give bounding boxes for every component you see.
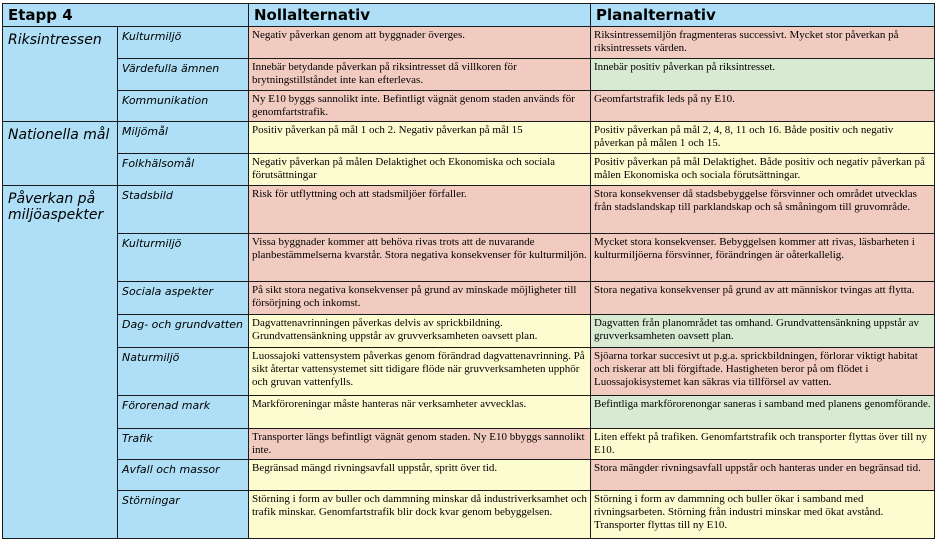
table-row: [3, 491, 935, 539]
table-row: [3, 396, 935, 428]
planalternativ-header: Planalternativ: [591, 4, 935, 27]
noll-cell: Negativ påverkan på målen Delaktighet och Ekonomiska och sociala förutsättningar: [249, 153, 591, 185]
table-row: [3, 186, 935, 234]
category-nationella-mal: Nationella mål: [3, 122, 118, 186]
nollalternativ-header: Nollalternativ: [249, 4, 591, 27]
table-row: [3, 58, 935, 90]
plan-cell: Stora mängder rivningsavfall uppstår och hanteras under en begränsad tid.: [591, 460, 935, 491]
plan-cell: Störning i form av dammning och buller ökar i samband med rivningsarbeten. Störning från industri minskar med ökat avstånd. Transporter flyttas till ny E10.: [591, 491, 935, 539]
noll-cell: Ny E10 byggs sannolikt inte. Befintligt vägnät genom staden används för genomfartstrafik.: [249, 90, 591, 121]
noll-cell: Vissa byggnader kommer att behöva rivas trots att de nuvarande planbestämmelserna kvarstår. Stora negativa konsekvenser för kulturmiljön.: [249, 233, 591, 282]
row-label: Kulturmiljö: [118, 27, 249, 58]
table-row: [3, 90, 935, 121]
table-row: [3, 153, 935, 185]
plan-cell: Positiv påverkan på mål 2, 4, 8, 11 och 16. Både positiv och negativ påverkan på målen 1 och 15.: [591, 122, 935, 153]
comparison-table: [2, 3, 935, 539]
category-riksintressen: Riksintressen: [3, 27, 118, 122]
row-label: Kommunikation: [118, 90, 249, 121]
plan-cell: Mycket stora konsekvenser. Bebyggelsen kommer att rivas, läsbarheten i kulturmiljöerna försvinner, förändringen är oåterkallelig.: [591, 233, 935, 282]
row-label: Kulturmiljö: [118, 233, 249, 282]
etapp-header: Etapp 4: [3, 4, 249, 27]
plan-cell: Stora negativa konsekvenser på grund av att människor tvingas att flytta.: [591, 282, 935, 315]
noll-cell: Negativ påverkan genom att byggnader överges.: [249, 27, 591, 58]
noll-cell: Dagvattenavrinningen påverkas delvis av sprickbildning. Grundvattensänkning uppstår av gruvverksamheten oavsett plan.: [249, 315, 591, 347]
plan-cell: Dagvatten från planområdet tas omhand. Grundvattensänkning uppstår av gruvverksamheten oavsett plan.: [591, 315, 935, 347]
header-row: [3, 4, 935, 27]
table-row: [3, 233, 935, 282]
noll-cell: Begränsad mängd rivningsavfall uppstår, spritt över tid.: [249, 460, 591, 491]
table-row: [3, 460, 935, 491]
table-row: [3, 315, 935, 347]
plan-cell: Sjöarna torkar succesivt ut p.g.a. sprickbildningen, förlorar viktigt habitat och riskerar att bli förgiftade. Hastigheten beror på om flödet i Luossajokisystemet kan säkras via tillförsel av vatten.: [591, 347, 935, 396]
noll-cell: Risk för utflyttning och att stadsmiljöer förfaller.: [249, 186, 591, 234]
row-label: Stadsbild: [118, 186, 249, 234]
plan-cell: Befintliga markförorenongar saneras i samband med planens genomförande.: [591, 396, 935, 428]
noll-cell: Transporter längs befintligt vägnät genom staden. Ny E10 bbyggs sannolikt inte.: [249, 428, 591, 459]
row-label: Sociala aspekter: [118, 282, 249, 315]
plan-cell: Liten effekt på trafiken. Genomfartstrafik och transporter flyttas över till ny E10.: [591, 428, 935, 459]
row-label: Avfall och massor: [118, 460, 249, 491]
row-label: Miljömål: [118, 122, 249, 153]
table-row: [3, 347, 935, 396]
noll-cell: På sikt stora negativa konsekvenser på grund av minskade möjligheter till försörjning och inkomst.: [249, 282, 591, 315]
row-label: Trafik: [118, 428, 249, 459]
plan-cell: Positiv påverkan på mål Delaktighet. Både positiv och negativ påverkan på målen Ekonomiska och sociala förutsättningar.: [591, 153, 935, 185]
plan-cell: Geomfartstrafik leds på ny E10.: [591, 90, 935, 121]
noll-cell: Innebär betydande påverkan på riksintresset då villkoren för brytningstillståndet inte kan efterlevas.: [249, 58, 591, 90]
noll-cell: Luossajoki vattensystem påverkas genom förändrad dagvattenavrinning. På sikt återtar vattensystemet sitt tidigare flöde när gruvverksamheten upphör och gruvan vattenfylls.: [249, 347, 591, 396]
table-row: [3, 428, 935, 459]
category-paverkan: Påverkan på miljöaspekter: [3, 186, 118, 539]
noll-cell: Positiv påverkan på mål 1 och 2. Negativ påverkan på mål 15: [249, 122, 591, 153]
row-label: Förorenad mark: [118, 396, 249, 428]
row-label: Naturmiljö: [118, 347, 249, 396]
row-label: Värdefulla ämnen: [118, 58, 249, 90]
row-label: Dag- och grundvatten: [118, 315, 249, 347]
noll-cell: Markföroreningar måste hanteras när verksamheter avvecklas.: [249, 396, 591, 428]
row-label: Folkhälsomål: [118, 153, 249, 185]
row-label: Störningar: [118, 491, 249, 539]
plan-cell: Riksintressemiljön fragmenteras successivt. Mycket stor påverkan på riksintressets värden.: [591, 27, 935, 58]
plan-cell: Innebär positiv påverkan på riksintresset.: [591, 58, 935, 90]
table-row: [3, 282, 935, 315]
noll-cell: Störning i form av buller och dammning minskar då industriverksamhet och trafik minskar. Genomfartstrafik blir dock kvar genom bebyggelsen.: [249, 491, 591, 539]
table-row: [3, 27, 935, 58]
plan-cell: Stora konsekvenser då stadsbebyggelse försvinner och området utvecklas från stadslandskap till parklandskap och så småningom till gruvområde.: [591, 186, 935, 234]
table-row: [3, 122, 935, 153]
